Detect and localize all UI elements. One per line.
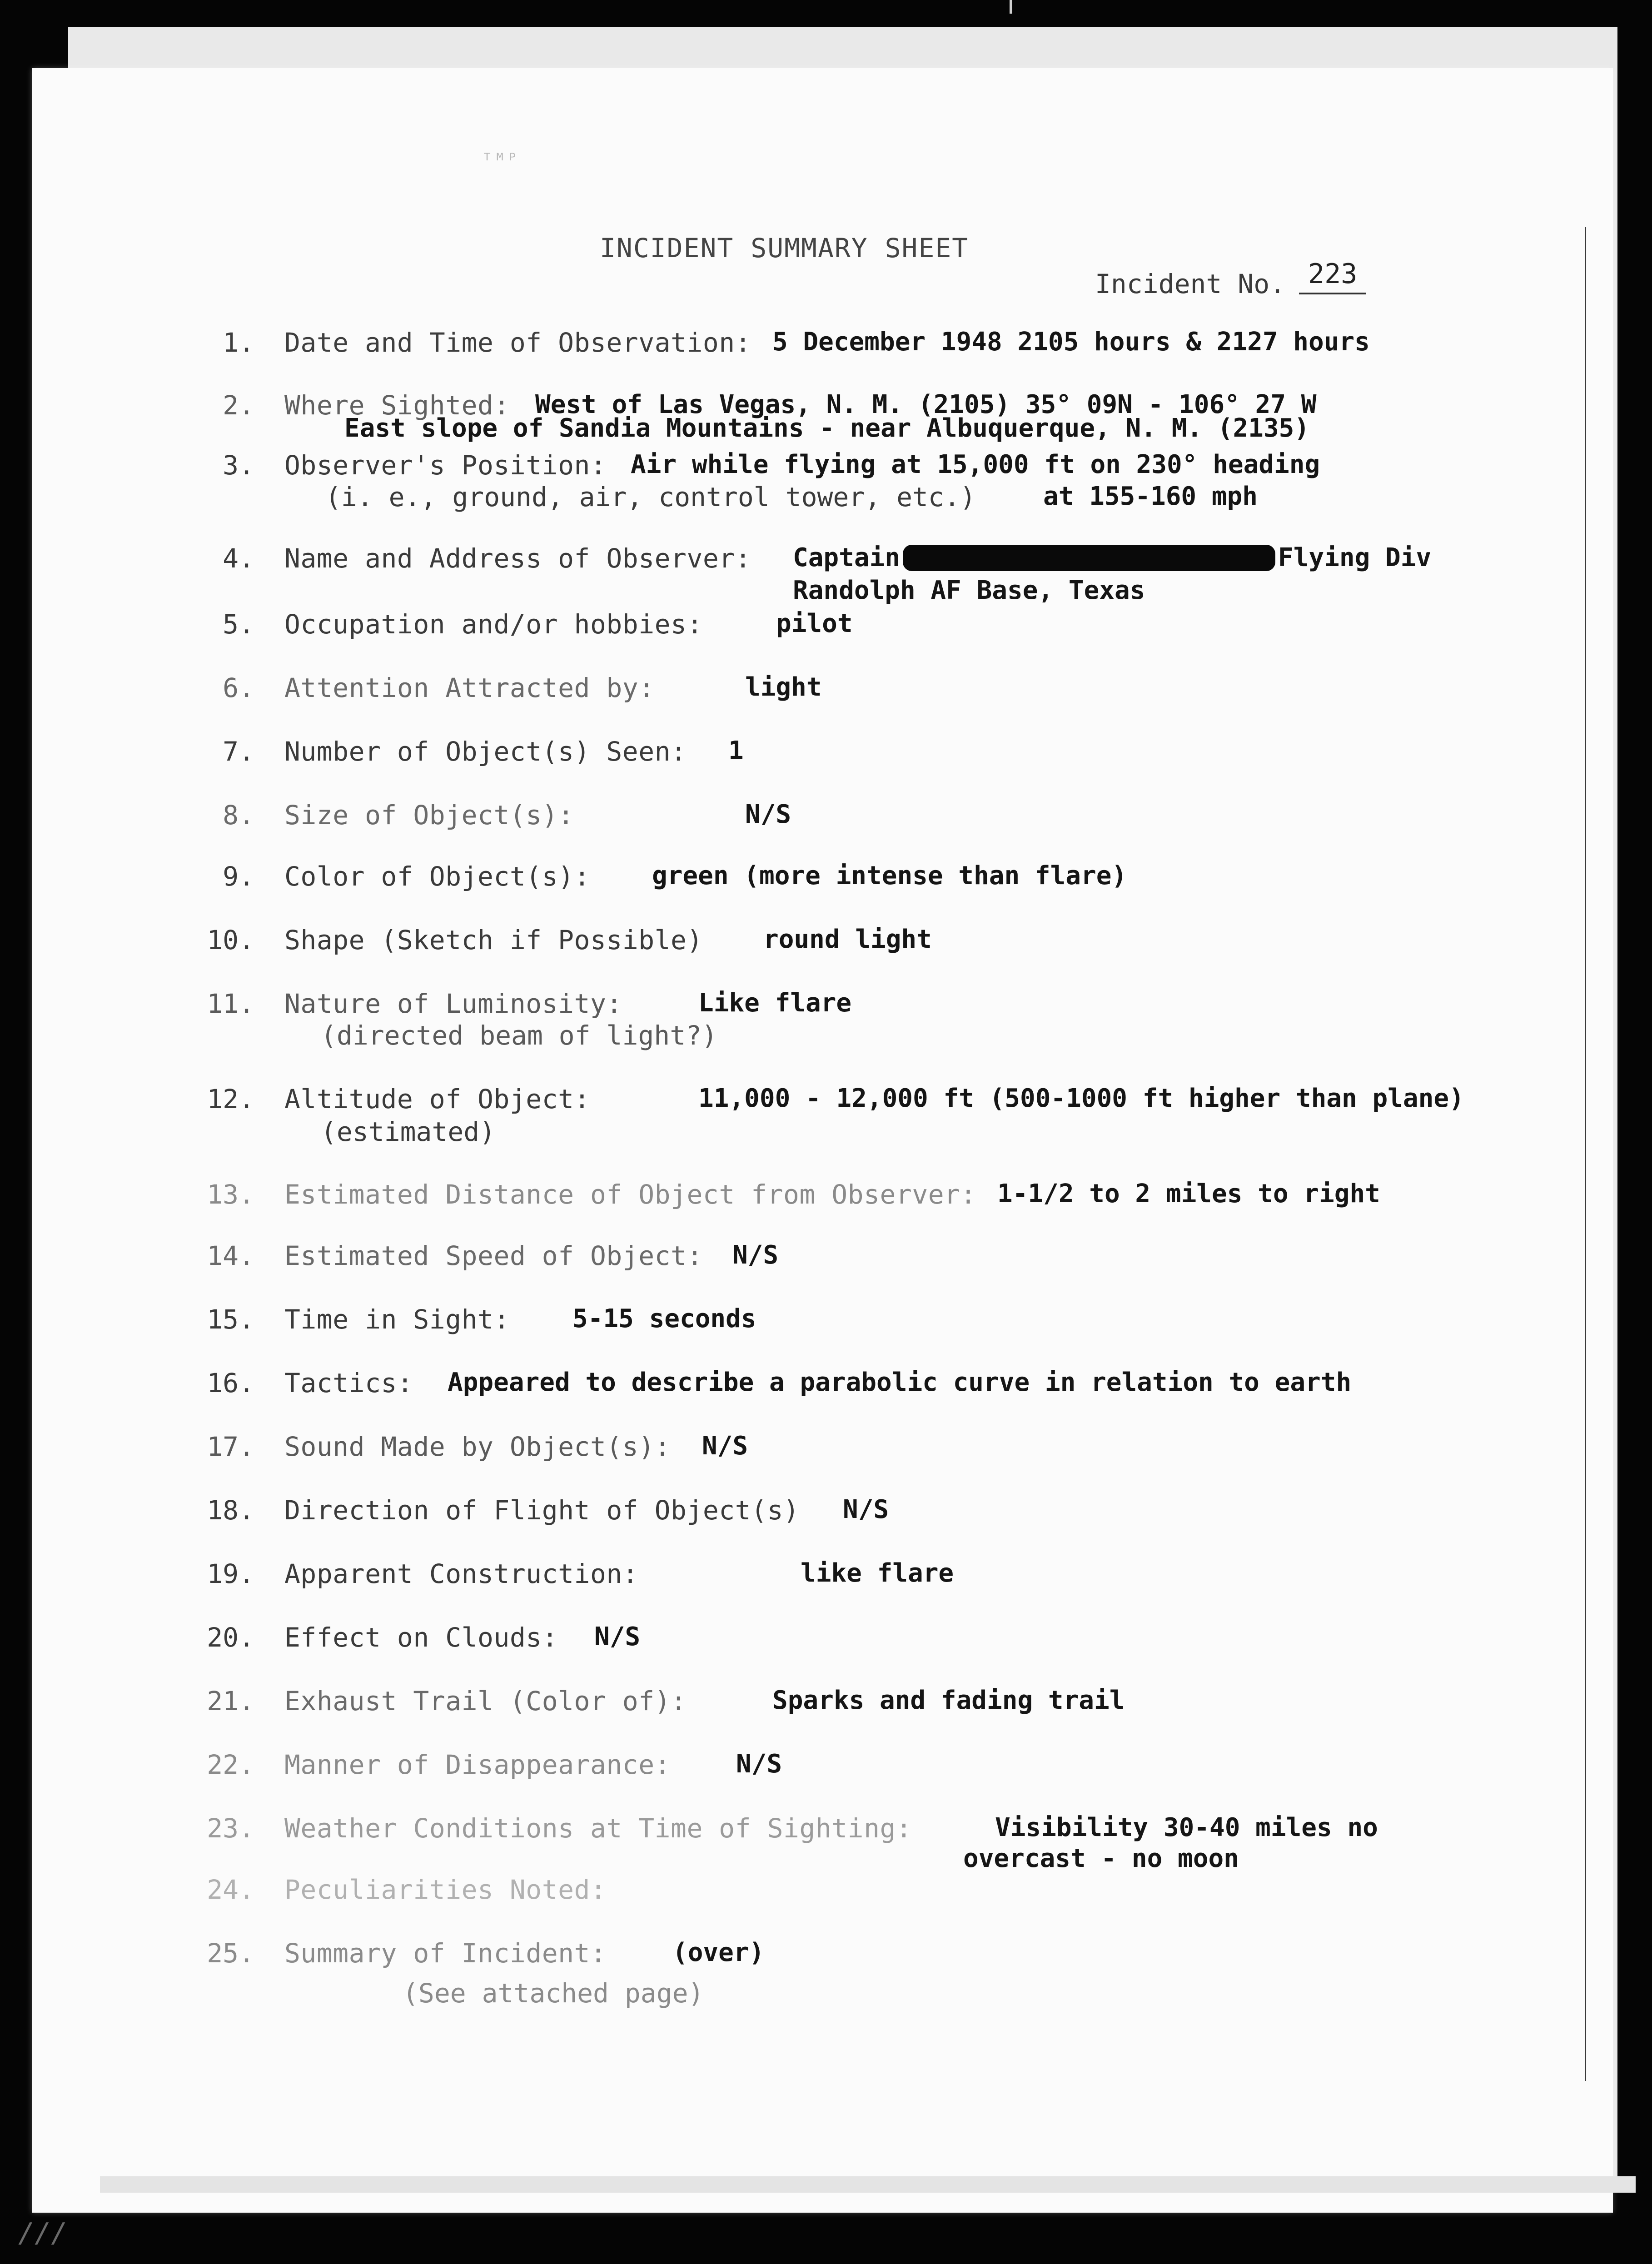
- item-answer: (over): [672, 1938, 765, 1967]
- item-answer: 1-1/2 to 2 miles to right: [997, 1179, 1380, 1209]
- item-number: 21.: [207, 1686, 254, 1717]
- item-subnote: (i. e., ground, air, control tower, etc.): [325, 482, 976, 513]
- item-question: Nature of Luminosity:: [284, 988, 622, 1019]
- item-number: 15.: [207, 1304, 254, 1335]
- item-number: 1.: [223, 327, 254, 358]
- item-answer: Sparks and fading trail: [772, 1686, 1125, 1715]
- item-question: Where Sighted:: [284, 390, 510, 421]
- item-number: 23.: [207, 1813, 254, 1844]
- film-edge-mark: ///: [18, 2217, 68, 2249]
- item-question: Peculiarities Noted:: [284, 1874, 607, 1905]
- item-answer: N/S: [702, 1431, 748, 1461]
- item-question: Weather Conditions at Time of Sighting:: [284, 1813, 912, 1844]
- item-answer: light: [745, 672, 822, 702]
- item-number: 22.: [207, 1749, 254, 1780]
- item-answer: 11,000 - 12,000 ft (500-1000 ft higher than plane): [698, 1084, 1464, 1113]
- item-answer: green (more intense than flare): [652, 861, 1127, 891]
- item-answer: 1: [728, 736, 744, 766]
- item-question: Number of Object(s) Seen:: [284, 736, 687, 767]
- incident-number-label: Incident No.: [1095, 269, 1286, 299]
- answer-suffix: Flying Div: [1278, 543, 1432, 572]
- answer-prefix: Captain: [793, 543, 901, 572]
- incident-number-field: [1095, 258, 1366, 304]
- item-question: Tactics:: [284, 1368, 413, 1398]
- item-answer: 5 December 1948 2105 hours & 2127 hours: [772, 327, 1370, 357]
- sheet-bottom-shadow: [100, 2176, 1636, 2193]
- item-subnote: (See attached page): [403, 1978, 704, 2009]
- item-answer: West of Las Vegas, N. M. (2105) 35° 09N - 106° 27 W: [535, 390, 1317, 419]
- redaction-bar: [903, 545, 1275, 571]
- item-number: 7.: [223, 736, 254, 767]
- item-number: 20.: [207, 1622, 254, 1653]
- item-answer-continued: East slope of Sandia Mountains - near Albuquerque, N. M. (2135): [344, 413, 1310, 443]
- item-question: Color of Object(s):: [284, 861, 590, 892]
- item-number: 2.: [223, 390, 254, 421]
- item-answer: N/S: [843, 1495, 889, 1524]
- item-question: Date and Time of Observation:: [284, 327, 751, 358]
- item-answer: N/S: [745, 800, 791, 829]
- item-question: Observer's Position:: [284, 450, 607, 481]
- item-answer: Air while flying at 15,000 ft on 230° heading: [631, 450, 1320, 479]
- item-number: 6.: [223, 672, 254, 703]
- item-question: Direction of Flight of Object(s): [284, 1495, 800, 1526]
- item-question: Size of Object(s):: [284, 800, 574, 831]
- item-answer: Visibility 30-40 miles no: [995, 1813, 1378, 1842]
- item-answer-continued: Randolph AF Base, Texas: [793, 576, 1145, 605]
- item-number: 13.: [207, 1179, 254, 1210]
- item-number: 25.: [207, 1938, 254, 1969]
- incident-number-value: 223: [1299, 258, 1366, 294]
- item-question: Name and Address of Observer:: [284, 543, 751, 574]
- item-number: 19.: [207, 1558, 254, 1589]
- item-number: 18.: [207, 1495, 254, 1526]
- item-subnote: (directed beam of light?): [321, 1020, 717, 1051]
- item-number: 24.: [207, 1874, 254, 1905]
- item-number: 10.: [207, 925, 254, 955]
- item-question: Shape (Sketch if Possible): [284, 925, 703, 955]
- item-question: Estimated Distance of Object from Observer:: [284, 1179, 977, 1210]
- item-question: Time in Sight:: [284, 1304, 510, 1335]
- item-number: 5.: [223, 609, 254, 640]
- item-answer: like flare: [801, 1558, 954, 1588]
- item-number: 17.: [207, 1431, 254, 1462]
- item-question: Apparent Construction:: [284, 1558, 639, 1589]
- item-answer: 5-15 seconds: [572, 1304, 756, 1334]
- item-question: Sound Made by Object(s):: [284, 1431, 671, 1462]
- item-question: Attention Attracted by:: [284, 672, 655, 703]
- item-answer: Appeared to describe a parabolic curve in relation to earth: [448, 1368, 1352, 1397]
- faint-stamp-mark: ᵀᴹᴾ: [482, 150, 520, 171]
- item-number: 4.: [223, 543, 254, 574]
- item-number: 12.: [207, 1084, 254, 1115]
- item-answer: N/S: [736, 1749, 782, 1779]
- item-number: 9.: [223, 861, 254, 892]
- item-number: 8.: [223, 800, 254, 831]
- item-answer-continued: overcast - no moon: [963, 1844, 1239, 1873]
- item-question: Altitude of Object:: [284, 1084, 590, 1115]
- item-answer: N/S: [594, 1622, 641, 1652]
- item-question: Summary of Incident:: [284, 1938, 607, 1969]
- item-answer-continued: at 155-160 mph: [1043, 482, 1258, 511]
- item-question: Occupation and/or hobbies:: [284, 609, 703, 640]
- item-number: 11.: [207, 988, 254, 1019]
- document-title: INCIDENT SUMMARY SHEET: [600, 233, 969, 264]
- item-answer: Like flare: [698, 988, 852, 1018]
- item-number: 16.: [207, 1368, 254, 1398]
- item-answer: N/S: [732, 1240, 779, 1270]
- item-question: Effect on Clouds:: [284, 1622, 558, 1653]
- item-answer: round light: [763, 925, 932, 954]
- item-question: Estimated Speed of Object:: [284, 1240, 703, 1271]
- item-number: 3.: [223, 450, 254, 481]
- edge-mark: [1010, 0, 1012, 14]
- item-number: 14.: [207, 1240, 254, 1271]
- item-question: Manner of Disappearance:: [284, 1749, 671, 1780]
- item-answer: pilot: [776, 609, 853, 638]
- margin-line: [1585, 227, 1586, 2081]
- item-answer: [793, 543, 1431, 572]
- item-subnote: (estimated): [321, 1116, 496, 1147]
- item-question: Exhaust Trail (Color of):: [284, 1686, 687, 1717]
